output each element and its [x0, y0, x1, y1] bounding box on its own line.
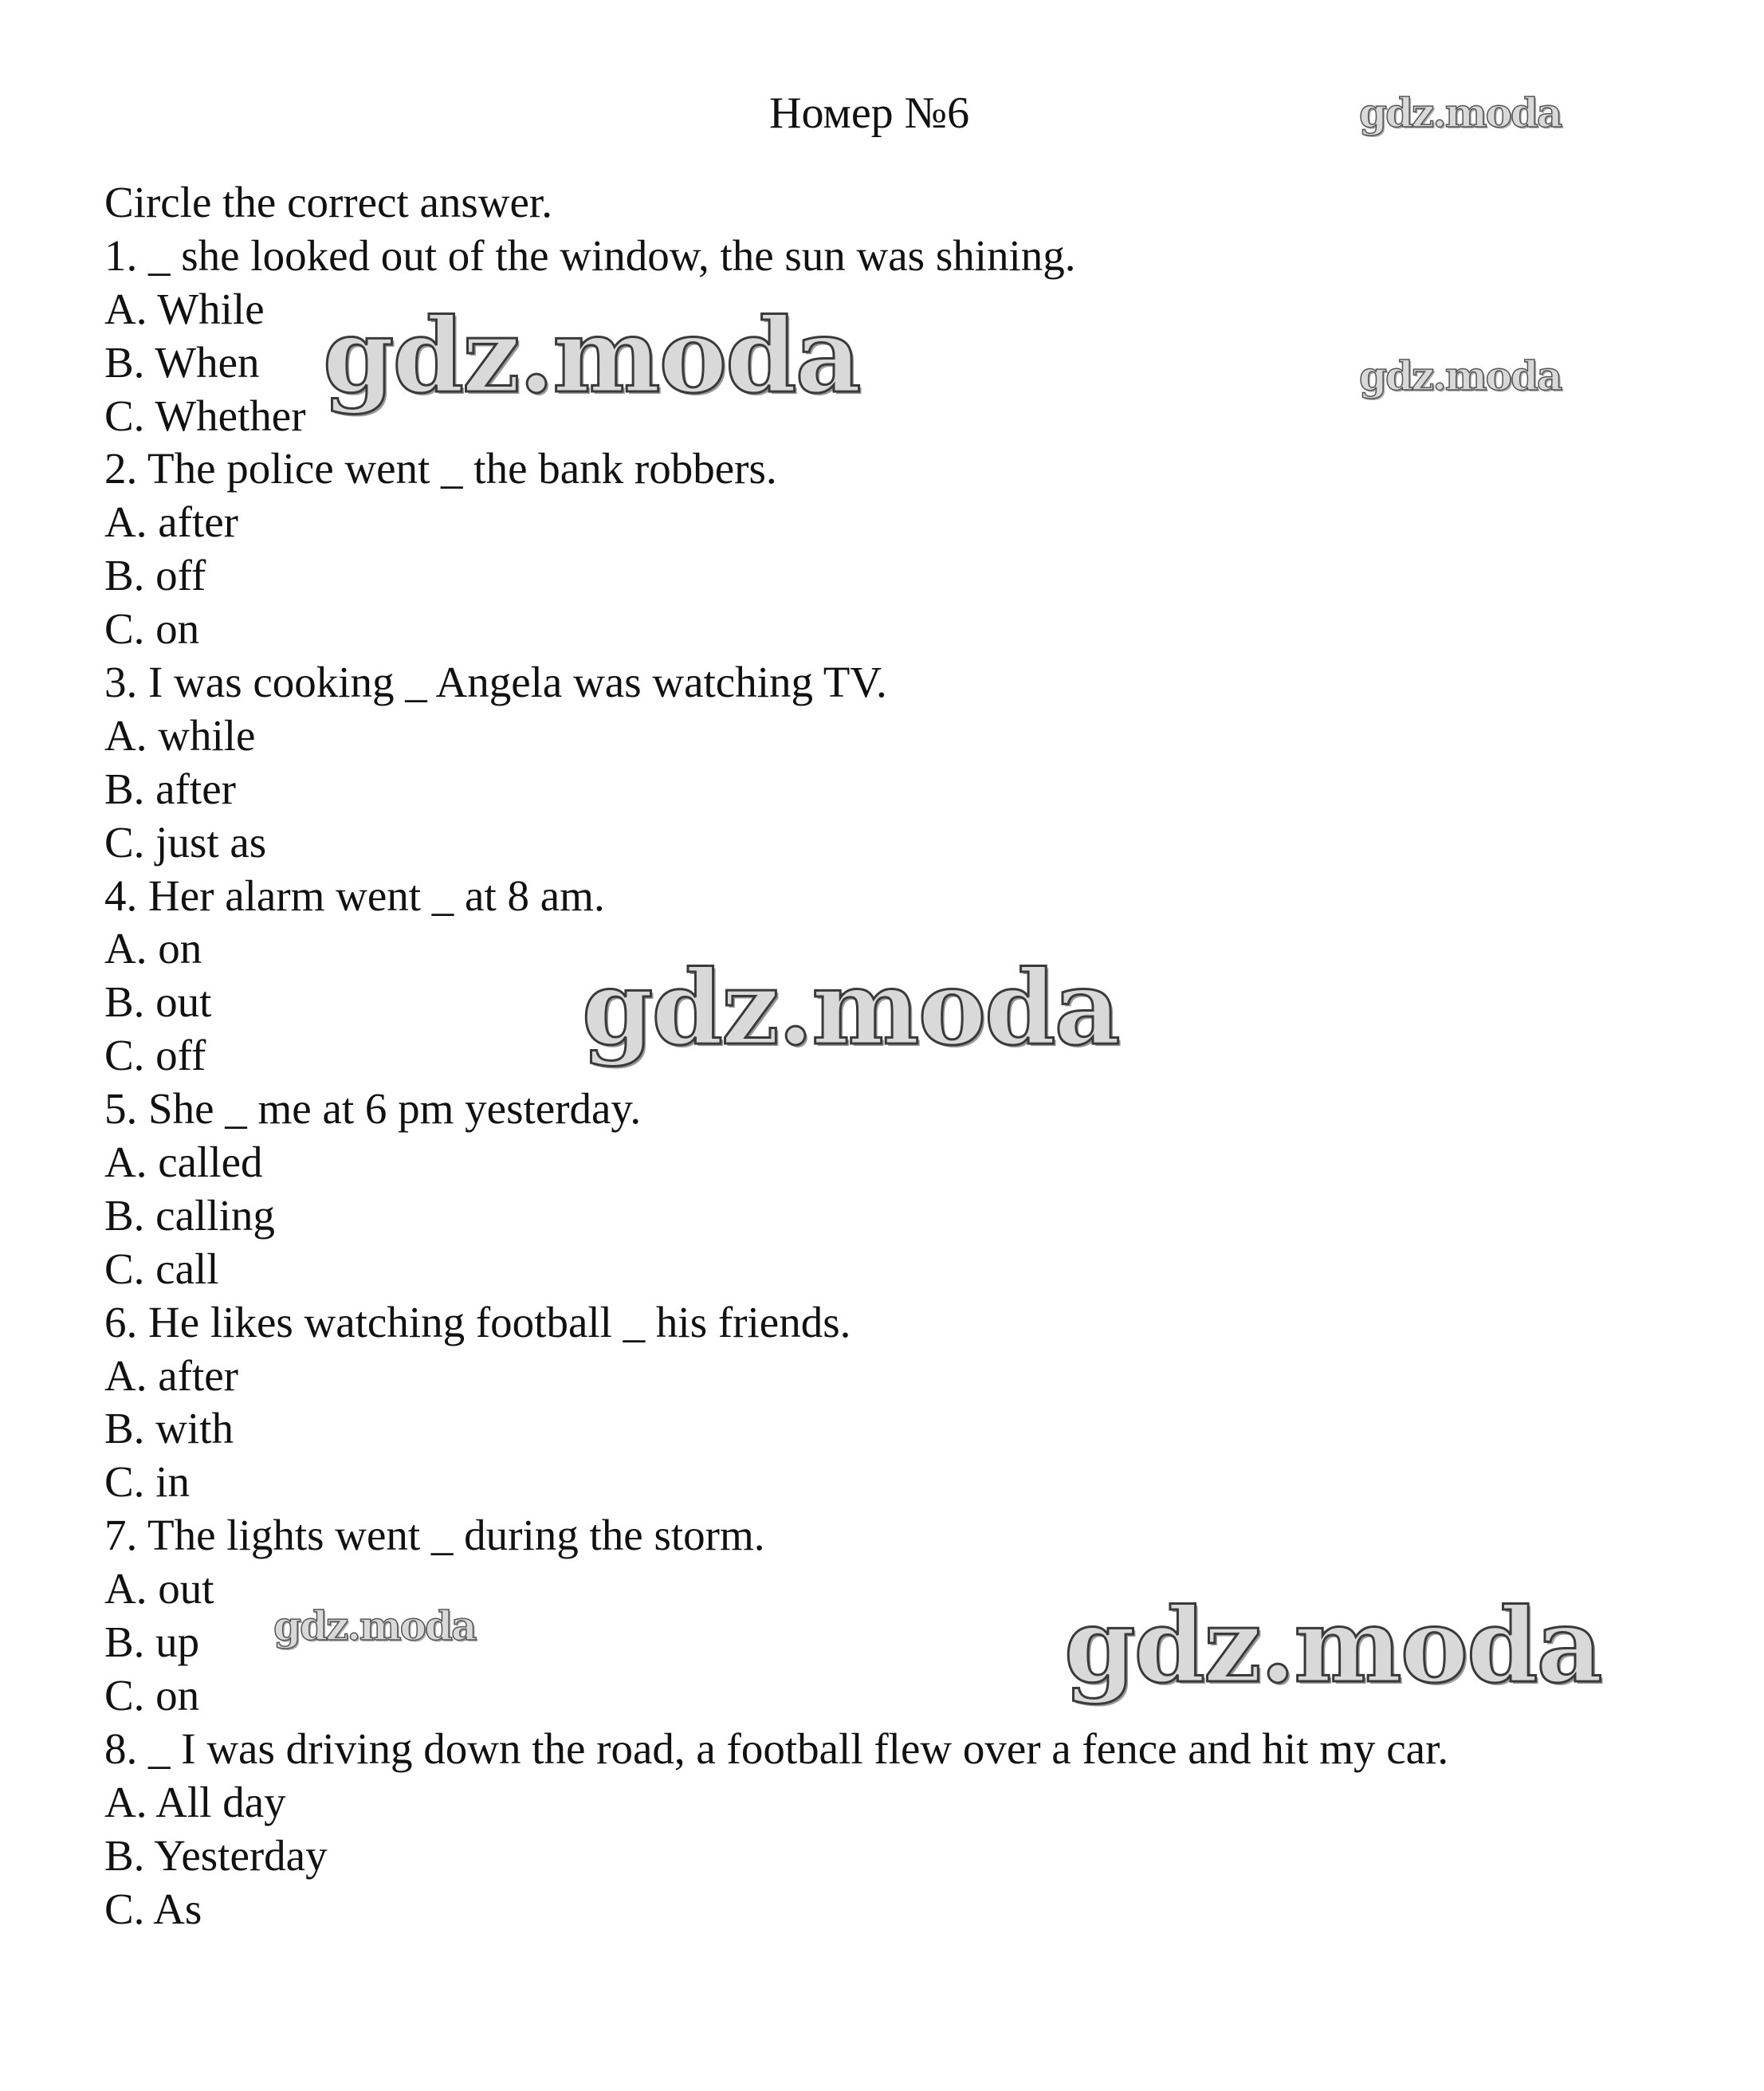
- question-text: 3. I was cooking _ Angela was watching TV.: [104, 658, 887, 707]
- answer-option[interactable]: A. while: [104, 710, 256, 760]
- watermark: gdz.moda: [1064, 1586, 1601, 1706]
- answer-option[interactable]: B. off: [104, 551, 206, 600]
- answer-option[interactable]: C. As: [104, 1884, 202, 1933]
- instruction: Circle the correct answer.: [104, 178, 552, 226]
- answer-option[interactable]: A. While: [104, 284, 265, 333]
- answer-option[interactable]: C. off: [104, 1031, 206, 1080]
- answer-option[interactable]: C. call: [104, 1244, 219, 1293]
- question-text: 2. The police went _ the bank robbers.: [104, 444, 777, 493]
- question-text: 7. The lights went _ during the storm.: [104, 1511, 765, 1560]
- answer-option[interactable]: B. after: [104, 764, 236, 813]
- question-text: 6. He likes watching football _ his friends.: [104, 1297, 851, 1346]
- question-text: 1. _ she looked out of the window, the sun was shining.: [104, 230, 1076, 280]
- watermark: gdz.moda: [1359, 89, 1562, 136]
- question-text: 5. She _ me at 6 pm yesterday.: [104, 1084, 642, 1134]
- watermark: gdz.moda: [273, 1602, 476, 1649]
- answer-option[interactable]: B. When: [104, 337, 260, 387]
- watermark: gdz.moda: [1359, 352, 1562, 399]
- answer-option[interactable]: C. in: [104, 1457, 190, 1507]
- answer-option[interactable]: A. out: [104, 1564, 214, 1613]
- question-text: 8. _ I was driving down the road, a football flew over a fence and hit my car.: [104, 1724, 1449, 1773]
- answer-option[interactable]: A. All day: [104, 1777, 286, 1826]
- page-title: Номер №6: [769, 88, 970, 138]
- watermark: gdz.moda: [323, 297, 860, 416]
- answer-option[interactable]: C. on: [104, 604, 200, 654]
- question-text: 4. Her alarm went _ at 8 am.: [104, 871, 605, 920]
- answer-option[interactable]: A. called: [104, 1138, 263, 1187]
- answer-option[interactable]: B. up: [104, 1617, 200, 1667]
- answer-option[interactable]: C. just as: [104, 817, 267, 867]
- answer-option[interactable]: B. with: [104, 1404, 234, 1453]
- answer-option[interactable]: B. calling: [104, 1190, 275, 1240]
- answer-option[interactable]: C. on: [104, 1670, 200, 1720]
- watermark: gdz.moda: [582, 949, 1119, 1068]
- answer-option[interactable]: B. Yesterday: [104, 1830, 328, 1880]
- answer-option[interactable]: A. on: [104, 924, 202, 973]
- answer-option[interactable]: A. after: [104, 497, 238, 547]
- answer-option[interactable]: B. out: [104, 977, 212, 1027]
- answer-option[interactable]: A. after: [104, 1350, 238, 1400]
- answer-option[interactable]: C. Whether: [104, 391, 306, 440]
